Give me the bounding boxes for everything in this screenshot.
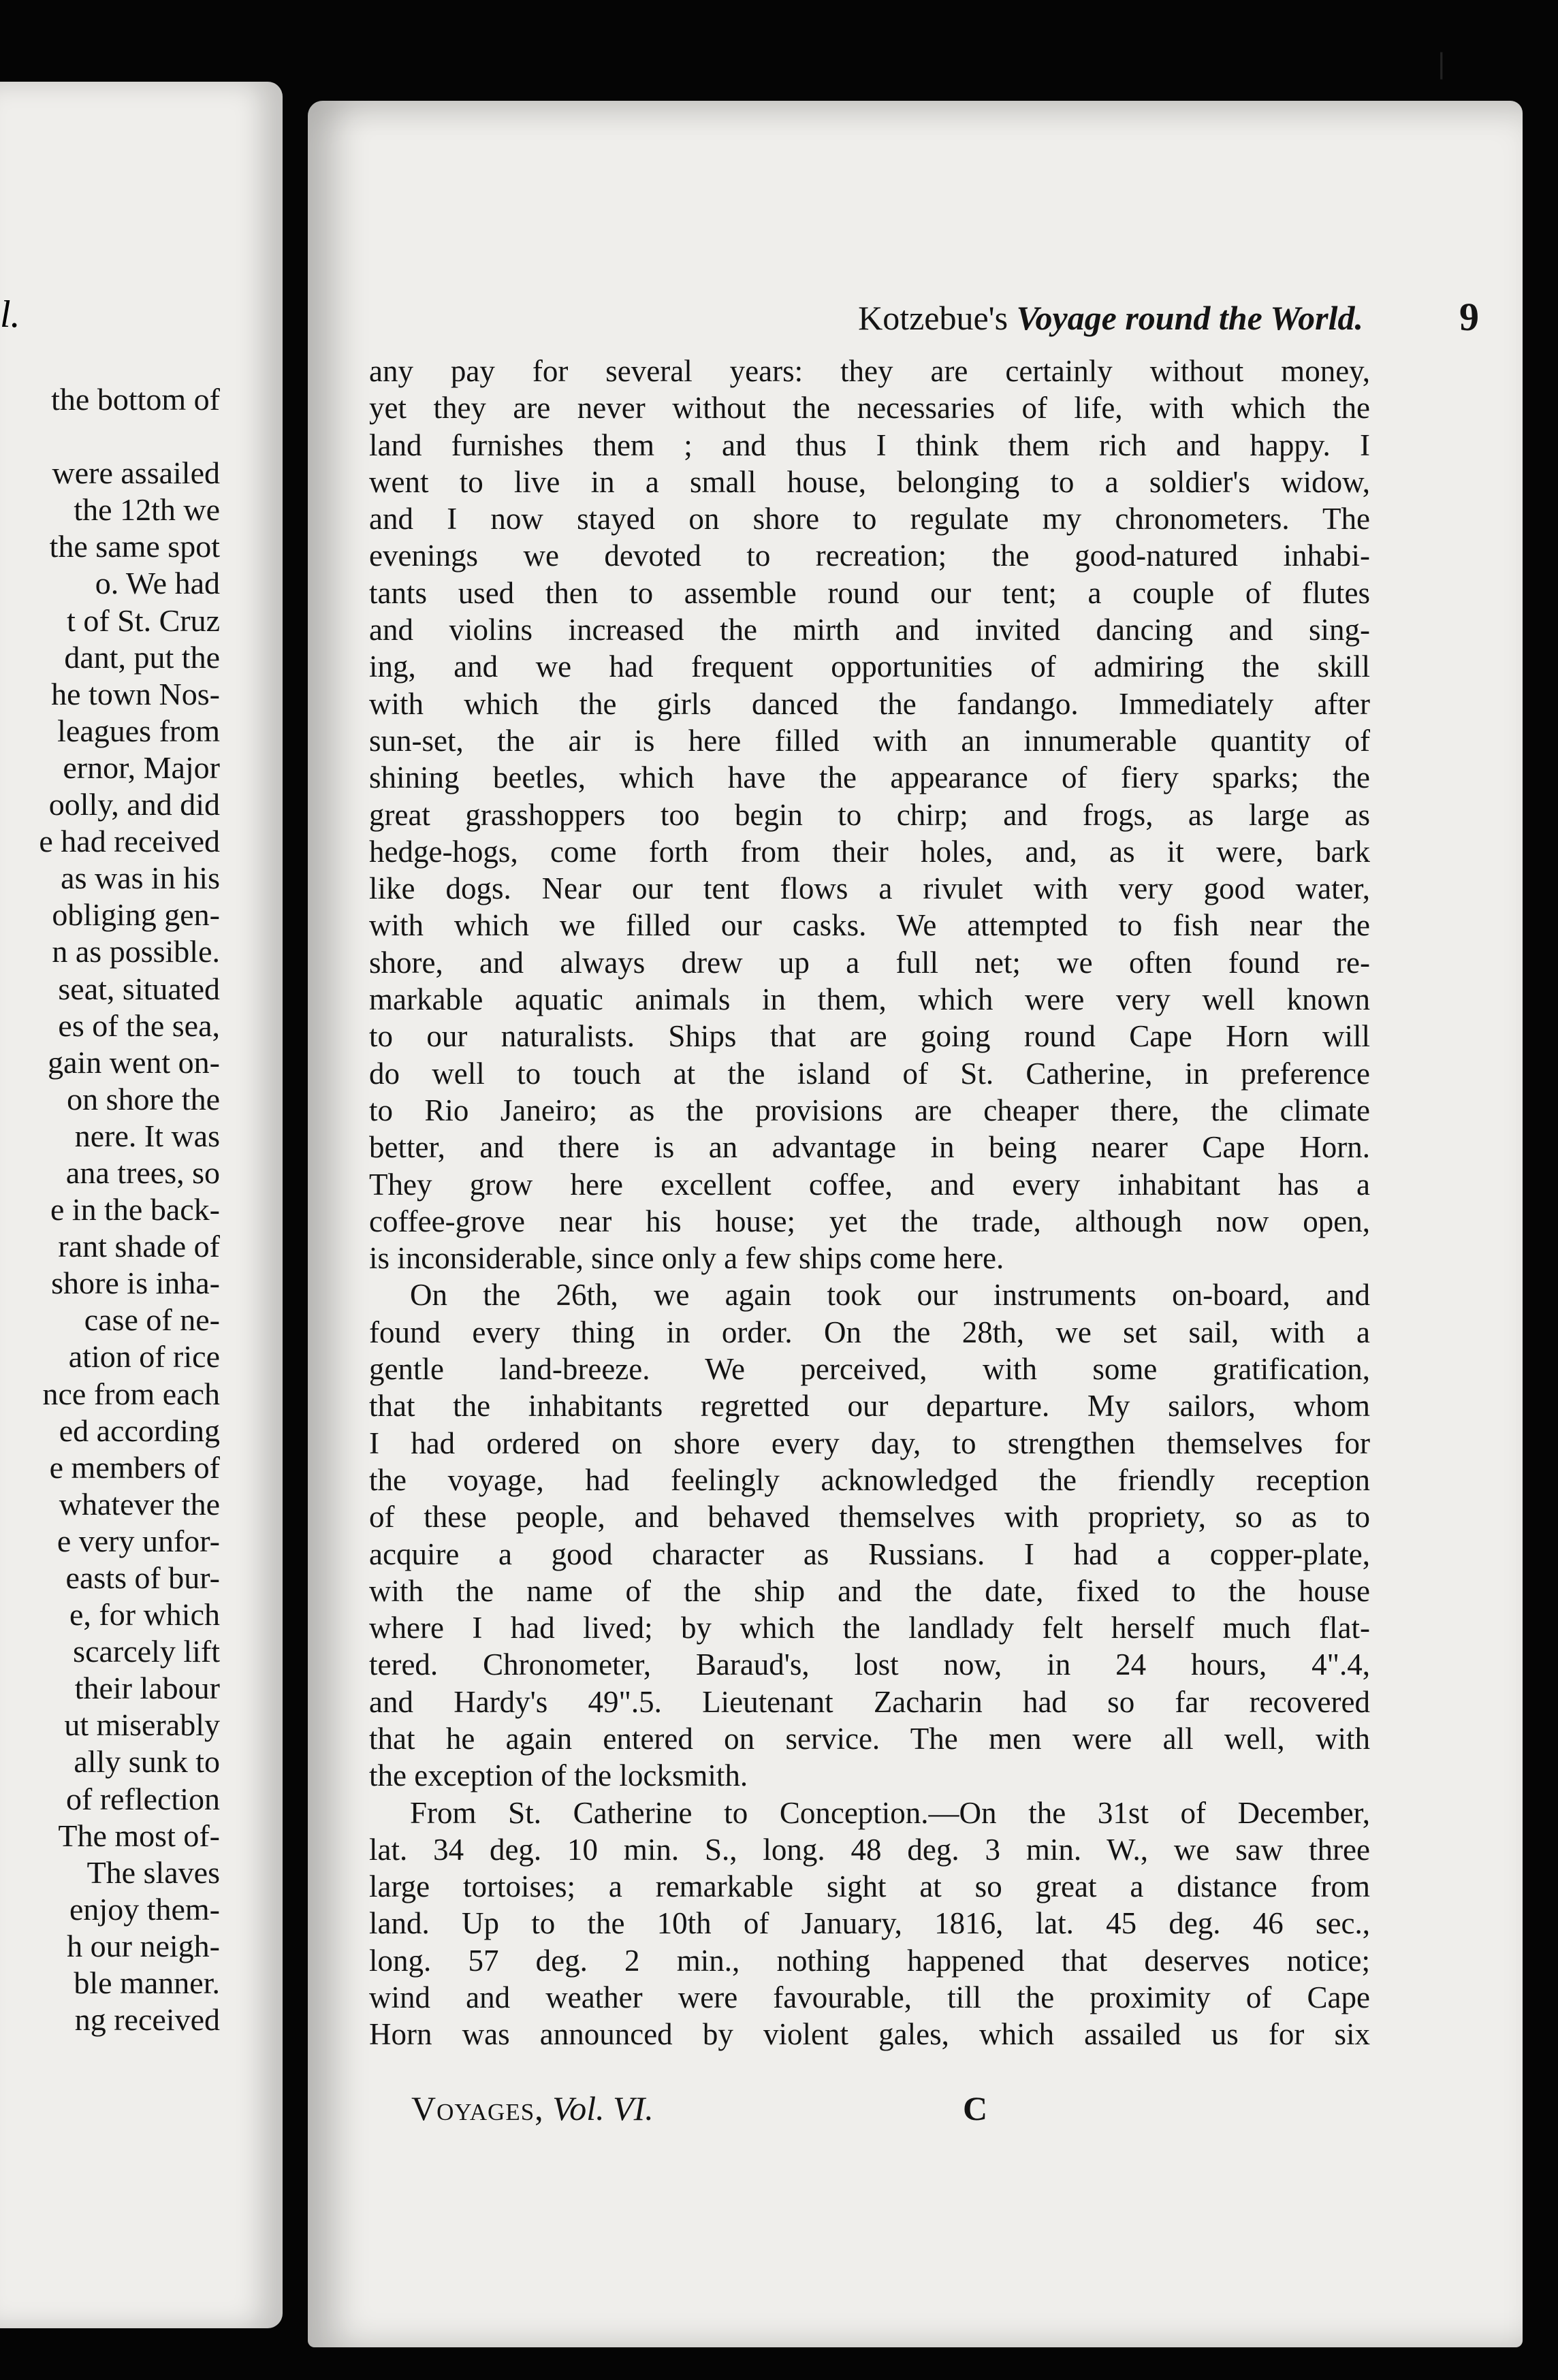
text-line: From St. Catherine to Conception.—On the 31st of December, [410, 1795, 1370, 1830]
left-text-line: ble manner. [74, 1965, 220, 2001]
text-line: the voyage, had feelingly acknowledged the friendly reception [369, 1462, 1370, 1497]
text-line: shore, and always drew up a full net; we often found re- [369, 945, 1370, 980]
text-line: land furnishes them ; and thus I think them rich and happy. I [369, 428, 1370, 462]
page-footer [411, 2089, 1228, 2136]
running-head [573, 295, 1479, 346]
text-line: that the inhabitants regretted our departure. My sailors, whom [369, 1389, 1370, 1424]
left-text-line: nere. It was [74, 1118, 220, 1153]
left-text-line: h our neigh- [67, 1928, 220, 1963]
signature-mark: C [963, 2089, 988, 2127]
left-text-line: shore is inha- [51, 1266, 220, 1301]
text-line: lat. 34 deg. 10 min. S., long. 48 deg. 3 min. W., we saw three [369, 1832, 1370, 1867]
text-line: that he again entered on service. The men were all well, with [369, 1721, 1370, 1756]
left-text-line: e in the back- [50, 1192, 220, 1227]
text-line: went to live in a small house, belonging to a soldier's widow, [369, 464, 1370, 499]
left-text-line: he town Nos- [51, 676, 220, 711]
corner-mark: ❘ [1430, 48, 1453, 79]
text-line: tants used then to assemble round our tent; a couple of flutes [369, 575, 1370, 610]
text-line: and I now stayed on shore to regulate my chronometers. The [369, 502, 1370, 536]
left-text-line: ana trees, so [65, 1155, 220, 1190]
left-text-line: the bottom of [51, 382, 220, 417]
text-line: hedge-hogs, come forth from their holes, and, as it were, bark [369, 834, 1370, 869]
text-line: the exception of the locksmith. [369, 1758, 748, 1793]
text-line: to Rio Janeiro; as the provisions are cheaper there, the climate [369, 1093, 1370, 1127]
text-line: yet they are never without the necessaries of life, with which the [369, 391, 1370, 425]
text-line: where I had lived; by which the landlady felt herself much flat- [369, 1611, 1370, 1645]
text-line: gentle land-breeze. We perceived, with some gratification, [369, 1352, 1370, 1387]
left-text-line: the 12th we [74, 492, 220, 528]
left-text-line: t of St. Cruz [67, 602, 220, 638]
text-line: of these people, and behaved themselves with propriety, so as to [369, 1500, 1370, 1534]
left-text-line: rant shade of [58, 1229, 220, 1264]
right-page [308, 101, 1523, 2347]
text-line: with the name of the ship and the date, fixed to the house [369, 1573, 1370, 1608]
left-text-line [39, 418, 220, 455]
left-text-line: ng received [74, 2002, 220, 2038]
left-text-line: leagues from [57, 713, 220, 748]
text-line: coffee-grove near his house; yet the trade, although now open, [369, 1204, 1370, 1238]
left-text-line: seat, situated [58, 971, 220, 1006]
text-line: They grow here excellent coffee, and every inhabitant has a [369, 1167, 1370, 1202]
left-text-line: enjoy them- [69, 1891, 220, 1927]
left-text-line: es of the sea, [58, 1008, 220, 1043]
left-text-line: their labour [74, 1671, 220, 1706]
left-running-head-fragment: l. [0, 293, 20, 336]
left-text-line: obliging gen- [52, 897, 220, 933]
left-text-line: o. We had [95, 566, 220, 601]
left-text-line: were assailed [52, 455, 220, 491]
text-line: acquire a good character as Russians. I had a copper-plate, [369, 1537, 1370, 1571]
text-line: to our naturalists. Ships that are going round Cape Horn will [369, 1019, 1370, 1054]
left-text-line: The slaves [86, 1854, 220, 1890]
left-text-line: whatever the [59, 1486, 220, 1522]
text-line: great grasshoppers too begin to chirp; and frogs, as large as [369, 797, 1370, 832]
left-text-line: on shore the [67, 1081, 220, 1116]
running-title-prefix: Kotzebue's [858, 299, 1008, 337]
text-line: I had ordered on shore every day, to strengthen themselves for [369, 1426, 1370, 1460]
body-text [369, 353, 1370, 2053]
text-line: with which we filled our casks. We attempted to fish near the [369, 908, 1370, 943]
left-text-line: gain went on- [48, 1044, 220, 1080]
text-line: wind and weather were favourable, till the proximity of Cape [369, 1980, 1370, 2015]
text-line: any pay for several years: they are certainly without money, [369, 354, 1370, 388]
text-line: found every thing in order. On the 28th, we set sail, with a [369, 1315, 1370, 1349]
left-page [0, 82, 283, 2328]
text-line: tered. Chronometer, Baraud's, lost now, in 24 hours, 4".4, [369, 1647, 1370, 1682]
left-text-line: easts of bur- [65, 1560, 220, 1595]
left-text-line: as was in his [61, 861, 220, 896]
text-line: Horn was announced by violent gales, which assailed us for six [369, 2017, 1370, 2052]
text-line: and violins increased the mirth and invited dancing and sing- [369, 613, 1370, 647]
left-text-line: e had received [39, 824, 220, 859]
text-line: and Hardy's 49".5. Lieutenant Zacharin had so far recovered [369, 1684, 1370, 1719]
text-line: ing, and we had frequent opportunities of admiring the skill [369, 649, 1370, 684]
left-text-line: scarcely lift [73, 1634, 220, 1669]
left-text-line: n as possible. [52, 934, 220, 969]
text-line: like dogs. Near our tent flows a rivulet with very good water, [369, 871, 1370, 906]
left-text-line: case of ne- [84, 1302, 220, 1338]
text-line: land. Up to the 10th of January, 1816, lat. 45 deg. 46 sec., [369, 1906, 1370, 1941]
text-line: with which the girls danced the fandango. Immediately after [369, 686, 1370, 721]
left-text-line: nce from each [42, 1376, 220, 1411]
footer-series [411, 2089, 654, 2128]
text-line: markable aquatic animals in them, which were very well known [369, 982, 1370, 1017]
left-text-line: The most of- [58, 1818, 220, 1853]
text-line: sun-set, the air is here filled with an innumerable quantity of [369, 723, 1370, 758]
left-text-line: e, for which [69, 1597, 220, 1633]
left-page-text [39, 381, 220, 2038]
left-text-line: the same spot [49, 529, 220, 564]
text-line: large tortoises; a remarkable sight at so great a distance from [369, 1869, 1370, 1904]
left-text-line: oolly, and did [48, 787, 220, 822]
running-title-italic: Voyage round the World. [1016, 299, 1363, 337]
text-line: evenings we devoted to recreation; the good-natured inhabi- [369, 538, 1370, 573]
left-text-line: e members of [49, 1449, 220, 1485]
left-text-line: e very unfor- [57, 1523, 220, 1558]
left-text-line: ernor, Major [63, 750, 220, 785]
text-line: do well to touch at the island of St. Catherine, in preference [369, 1056, 1370, 1091]
left-text-line: of reflection [65, 1781, 220, 1816]
running-title [573, 298, 1363, 338]
left-text-line: ation of rice [68, 1339, 220, 1374]
footer-series-name: Voyages, [411, 2089, 544, 2127]
text-line: better, and there is an advantage in being nearer Cape Horn. [369, 1130, 1370, 1165]
text-line: shining beetles, which have the appearance of fiery sparks; the [369, 760, 1370, 795]
left-text-line: ed according [59, 1413, 220, 1448]
left-text-line: ut miserably [64, 1707, 220, 1743]
text-line: is inconsiderable, since only a few ships come here. [369, 1241, 1004, 1276]
text-line: long. 57 deg. 2 min., nothing happened that deserves notice; [369, 1943, 1370, 1978]
text-line: On the 26th, we again took our instruments on-board, and [410, 1278, 1370, 1313]
page-number: 9 [1459, 295, 1479, 339]
left-text-line: dant, put the [64, 639, 220, 675]
left-text-line: ally sunk to [74, 1744, 220, 1780]
footer-volume: Vol. VI. [552, 2089, 654, 2127]
